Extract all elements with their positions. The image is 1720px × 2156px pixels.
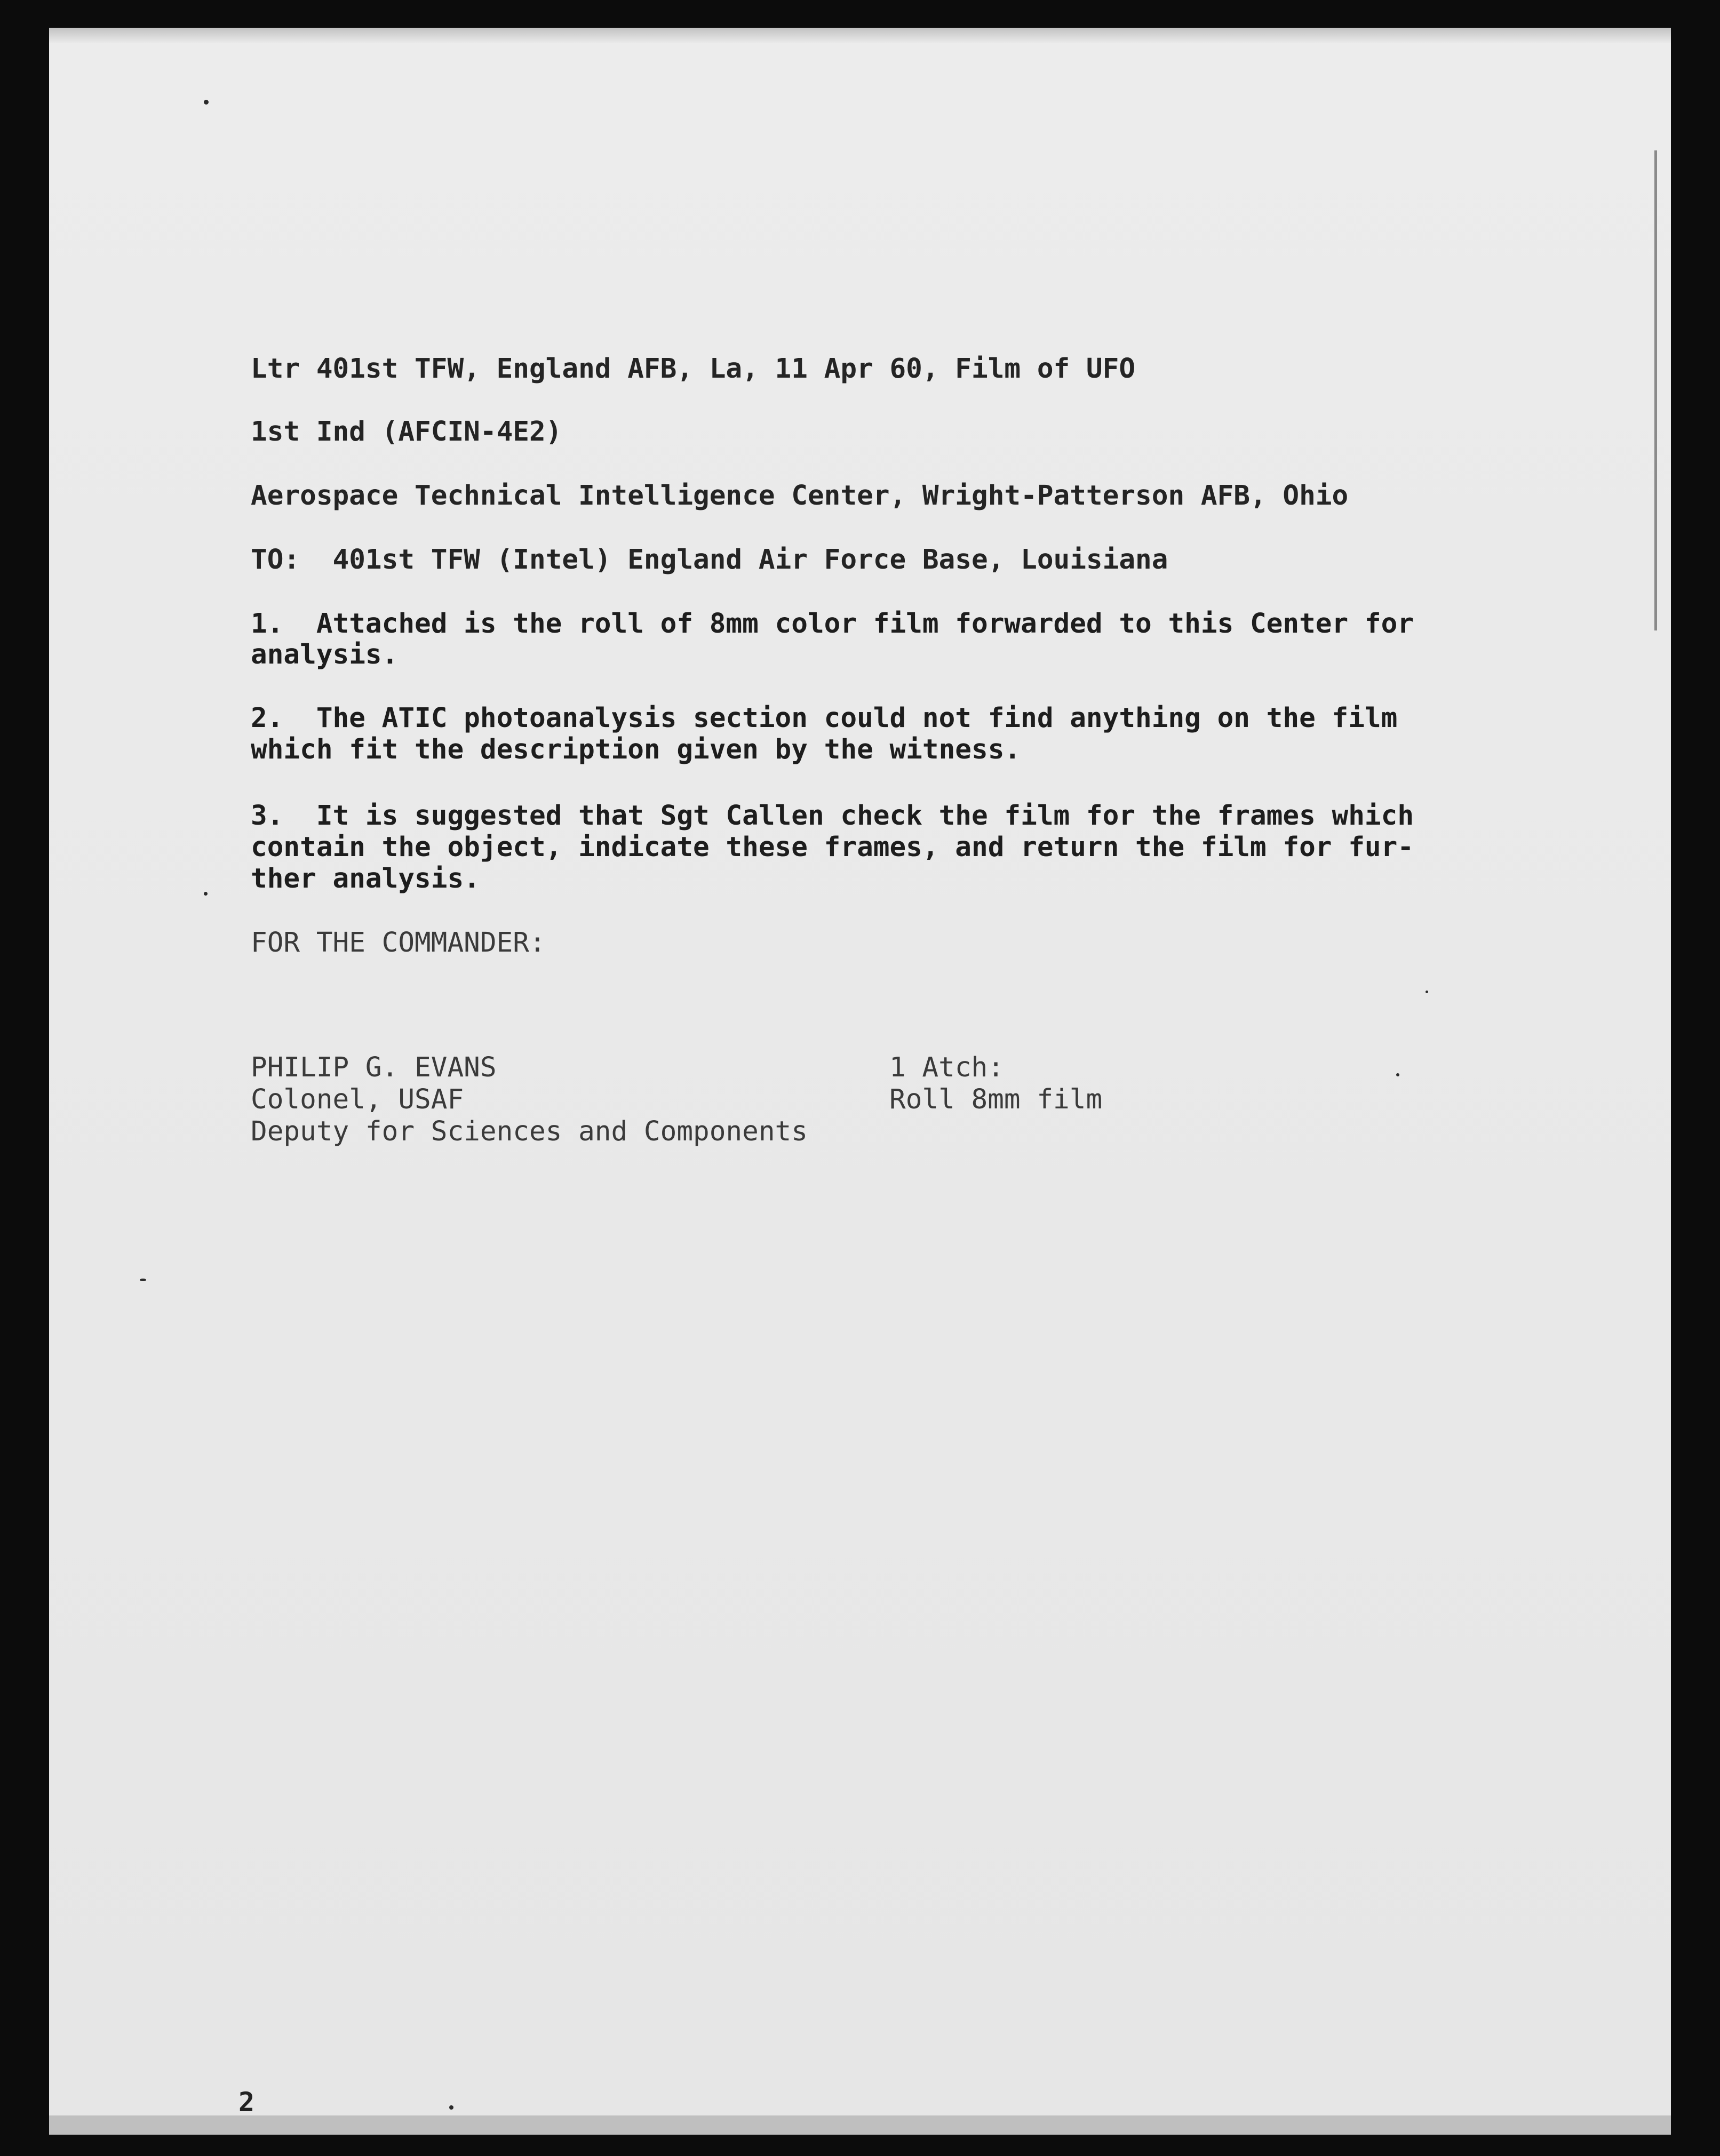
- right-margin-mark: [1654, 150, 1657, 630]
- scan-speck: [140, 1279, 146, 1281]
- scan-speck: [1426, 991, 1428, 993]
- page-number: 2: [238, 2087, 255, 2118]
- paragraph-line: 2. The ATIC photoanalysis section could not find anything on the film: [251, 702, 1398, 734]
- signer-title: Deputy for Sciences and Components: [251, 1116, 808, 1147]
- to-line: TO: 401st TFW (Intel) England Air Force Base, Louisiana: [251, 544, 1168, 576]
- indorsement-line: 1st Ind (AFCIN-4E2): [251, 416, 562, 448]
- scan-speck: [204, 892, 208, 896]
- from-line: Aerospace Technical Intelligence Center, Wright-Patterson AFB, Ohio: [251, 480, 1349, 512]
- reference-line: Ltr 401st TFW, England AFB, La, 11 Apr 60, Film of UFO: [251, 353, 1136, 385]
- paper-sheet: [49, 28, 1671, 2135]
- scan-speck: [204, 100, 209, 105]
- paragraph-line: which fit the description given by the witness.: [251, 734, 1021, 765]
- paragraph-line: 3. It is suggested that Sgt Callen check the film for the frames which: [251, 800, 1414, 832]
- top-edge-shadow: [49, 28, 1671, 44]
- attachment-item: Roll 8mm film: [889, 1084, 1103, 1115]
- paragraph-line: contain the object, indicate these frames, and return the film for fur-: [251, 832, 1414, 863]
- paragraph-line: 1. Attached is the roll of 8mm color film forwarded to this Center for: [251, 608, 1414, 640]
- signer-name: PHILIP G. EVANS: [251, 1052, 497, 1083]
- scan-speck: [1396, 1073, 1399, 1076]
- scan-speck: [449, 2105, 453, 2110]
- paragraph-line: analysis.: [251, 639, 399, 670]
- closing-line: FOR THE COMMANDER:: [251, 927, 546, 959]
- bottom-edge-band: [49, 2115, 1671, 2135]
- signer-rank: Colonel, USAF: [251, 1084, 464, 1115]
- attachment-count: 1 Atch:: [889, 1052, 1004, 1083]
- paragraph-line: ther analysis.: [251, 863, 480, 895]
